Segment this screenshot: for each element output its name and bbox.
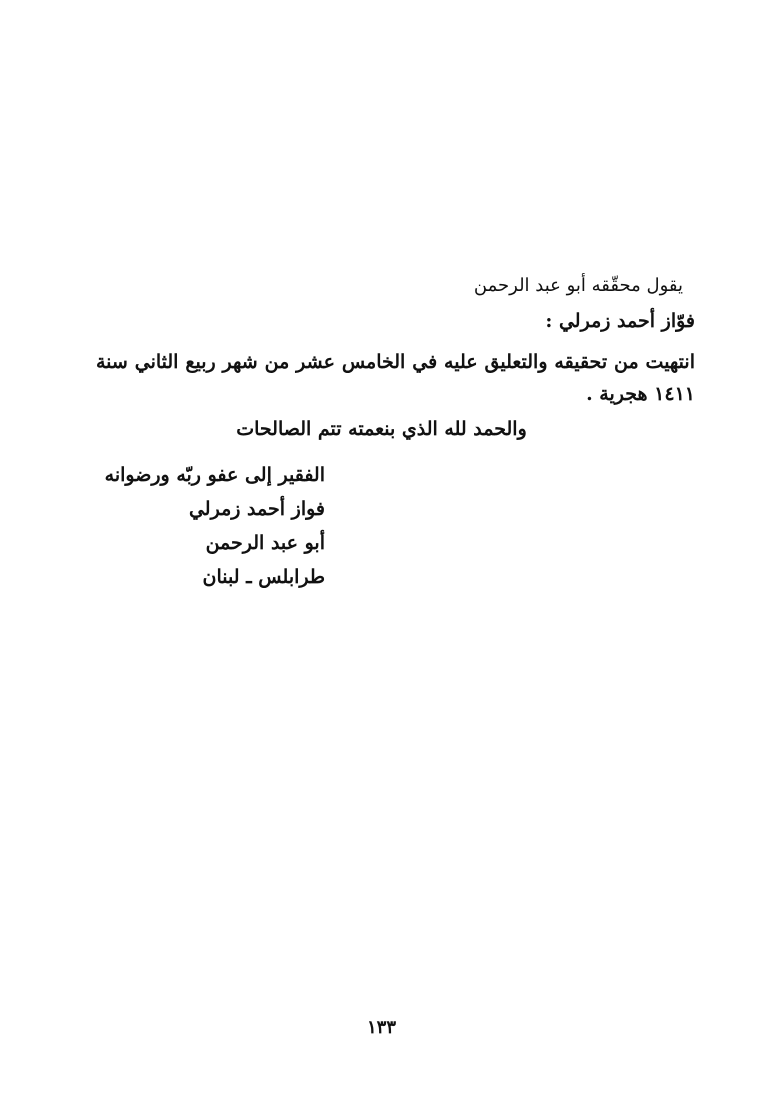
- signature-line-place: طرابلس ـ لبنان: [202, 566, 325, 588]
- signature-block: [95, 458, 325, 594]
- completion-statement: انتهيت من تحقيقه والتعليق عليه في الخامس عشر من شهر ربيع الثاني سنة ١٤١١ هجرية .: [96, 351, 695, 405]
- author-name-line: فوّاز أحمد زمرلي :: [545, 310, 695, 332]
- signature-line-name: فواز أحمد زمرلي: [188, 498, 325, 520]
- signature-line-humble: الفقير إلى عفو ربّه ورضوانه: [104, 464, 325, 486]
- author-intro-line: يقول محقّقه أبو عبد الرحمن: [473, 275, 683, 296]
- praise-line: والحمد لله الذي بنعمته تتم الصالحات: [236, 418, 527, 440]
- signature-line-kunya: أبو عبد الرحمن: [205, 532, 325, 554]
- page-number: ١٣٣: [366, 1017, 396, 1038]
